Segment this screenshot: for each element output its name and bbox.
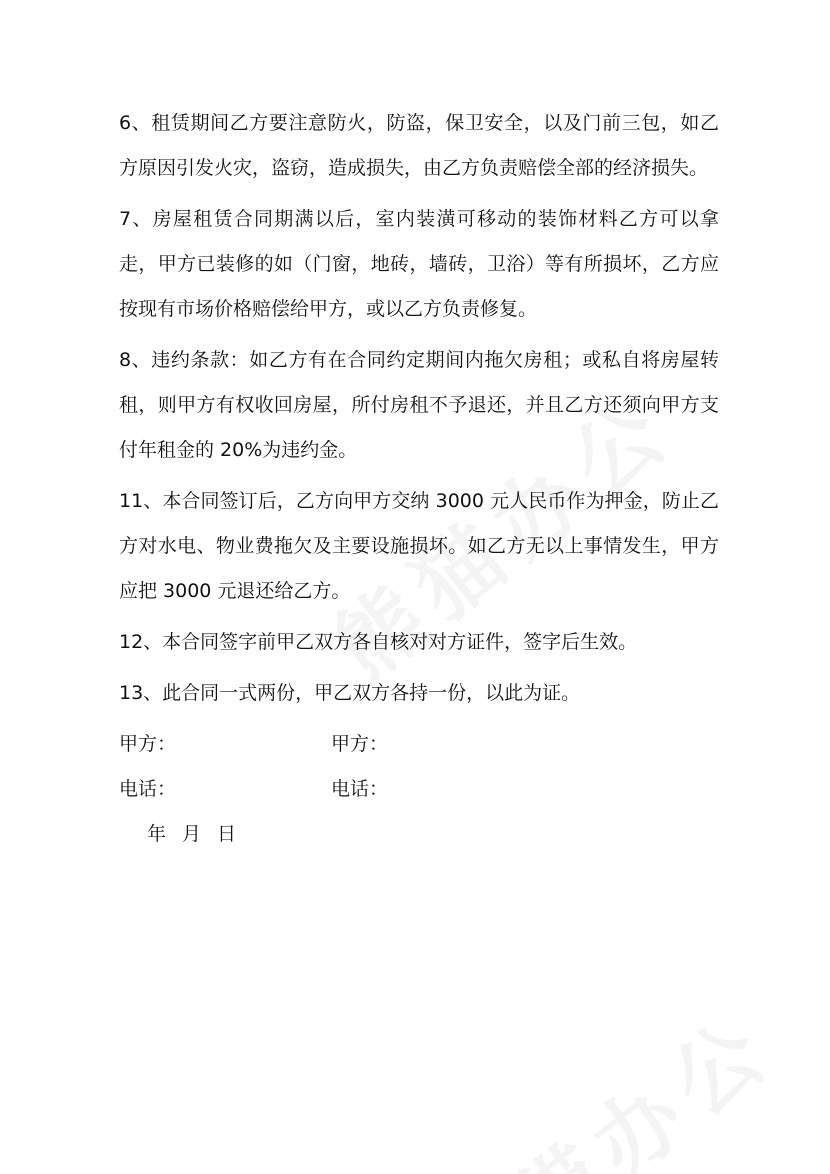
party-right-label: 甲方： (331, 733, 389, 755)
clause-11: 11、本合同签订后，乙方向甲方交纳 3000 元人民币作为押金，防止乙方对水电、物业费拖欠及主要设施损坏。如乙方无以上事情发生，甲方应把 3000 元退还给乙方。 (119, 490, 719, 602)
clause-8: 8、违约条款：如乙方有在合同约定期间内拖欠房租；或私自将房屋转租，则甲方有权收回房屋，所付房租不予退还，并且乙方还须向甲方支付年租金的 20%为违约金。 (119, 349, 719, 461)
phone-left-label: 电话： (119, 778, 177, 800)
watermark-bottom (404, 980, 796, 1174)
date-line (119, 812, 719, 857)
signature-phone-row (119, 767, 719, 812)
party-left-label: 甲方： (119, 733, 177, 755)
clause-6: 6、租赁期间乙方要注意防火，防盗，保卫安全，以及门前三包，如乙方原因引发火灾，盗窃，造成损失，由乙方负责赔偿全部的经济损失。 (119, 112, 719, 179)
clause-12: 12、本合同签字前甲乙双方各自核对对方证件，签字后生效。 (119, 631, 638, 653)
date-year: 年 (147, 823, 167, 845)
clause-13: 13、此合同一式两份，甲乙双方各持一份，以此为证。 (119, 682, 581, 704)
signature-party-row (119, 722, 719, 767)
phone-right-label: 电话： (331, 778, 389, 800)
contract-body (119, 101, 719, 857)
date-month: 月 (182, 823, 202, 845)
date-day: 日 (217, 823, 237, 845)
clause-7: 7、房屋租赁合同期满以后，室内装潢可移动的装饰材料乙方可以拿走，甲方已装修的如（门窗，地砖，墙砖，卫浴）等有所损坏，乙方应按现有市场价格赔偿给甲方，或以乙方负责修复。 (119, 208, 719, 320)
